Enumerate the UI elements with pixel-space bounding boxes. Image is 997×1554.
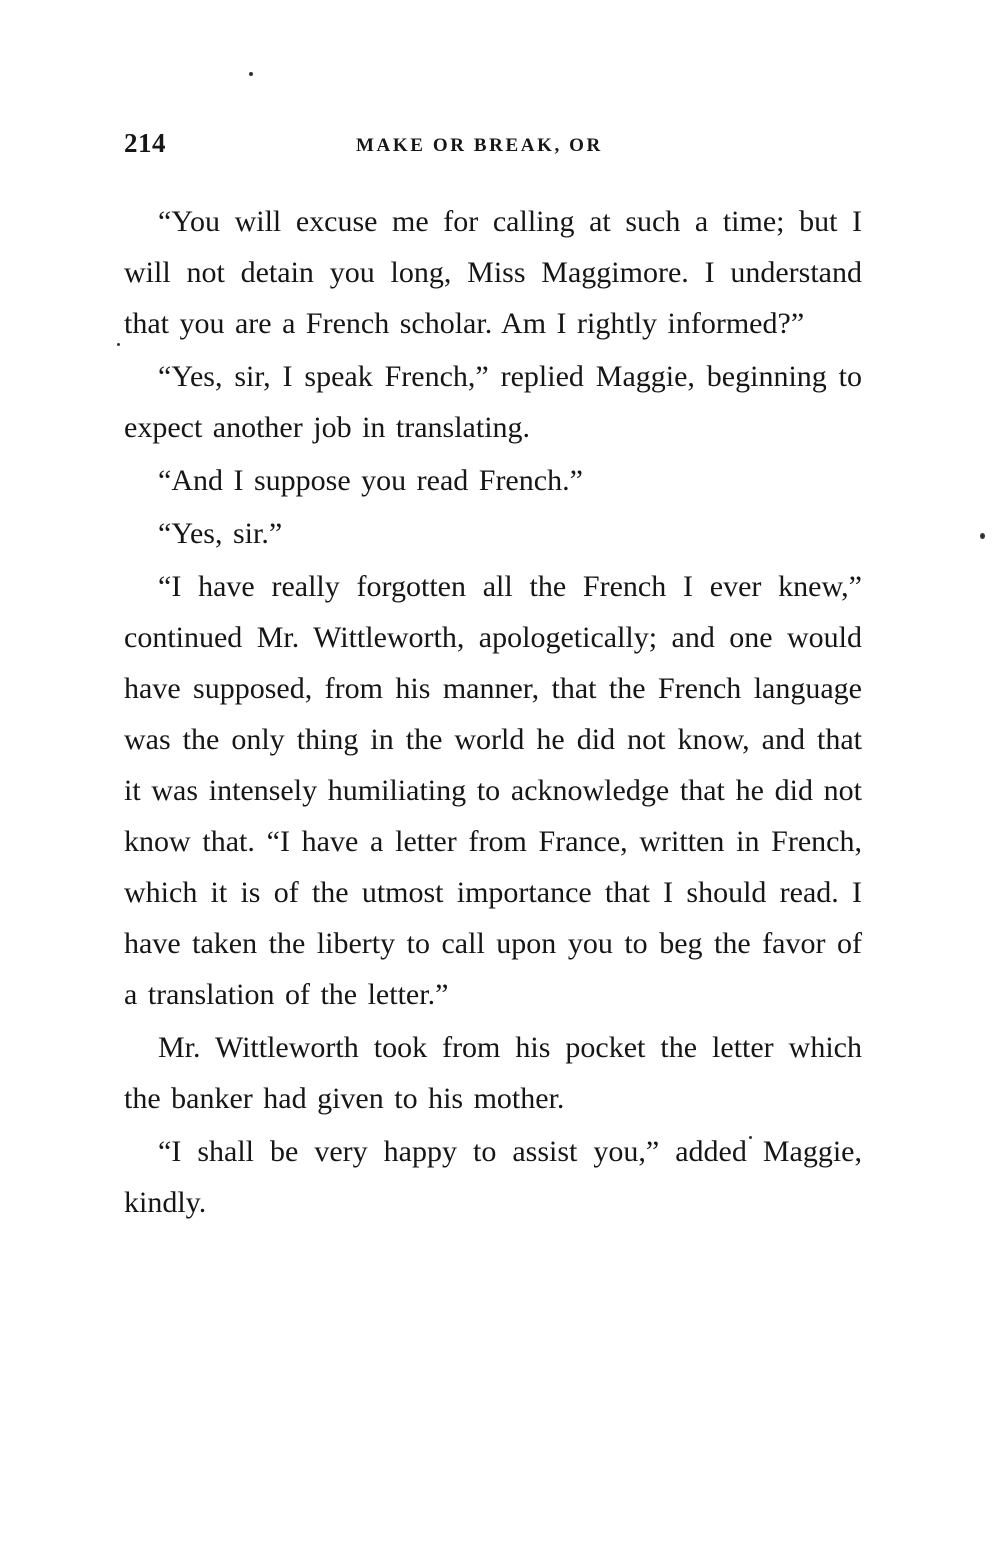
paragraph: Mr. Wittleworth took from his pocket the letter which the banker had given to his mother. bbox=[124, 1031, 862, 1115]
paragraph: “And I suppose you read French.” bbox=[158, 464, 583, 497]
body-text bbox=[124, 196, 862, 1228]
print-speck bbox=[117, 343, 120, 346]
paragraph: “I shall be very happy to assist you,” added Maggie, kindly. bbox=[124, 1135, 862, 1219]
running-title: MAKE OR BREAK, OR bbox=[356, 135, 603, 156]
print-speck bbox=[249, 72, 253, 76]
paragraph: “Yes, sir.” bbox=[158, 517, 283, 550]
print-speck bbox=[980, 533, 985, 539]
paragraph: “You will excuse me for calling at such a time; but I will not detain you long, Miss Maggimore. I understand that you are a French scholar. Am I rightly informed?” bbox=[124, 205, 862, 340]
paragraph: “I have really forgotten all the French I ever knew,” continued Mr. Wittleworth, apologetically; and one would have supposed, from his manner, that the French language was the only thing in the world he did not know, and that it was intensely humiliating to acknowledge that he did not know that. “I have a letter from France, written in French, which it is of the utmost importance that I should read. I have taken the liberty to call upon you to beg the favor of a translation of the letter.” bbox=[124, 570, 862, 1011]
paragraph: “Yes, sir, I speak French,” replied Maggie, beginning to expect another job in translating. bbox=[124, 360, 862, 444]
page-number: 214 bbox=[124, 128, 166, 158]
page-header bbox=[124, 128, 864, 168]
